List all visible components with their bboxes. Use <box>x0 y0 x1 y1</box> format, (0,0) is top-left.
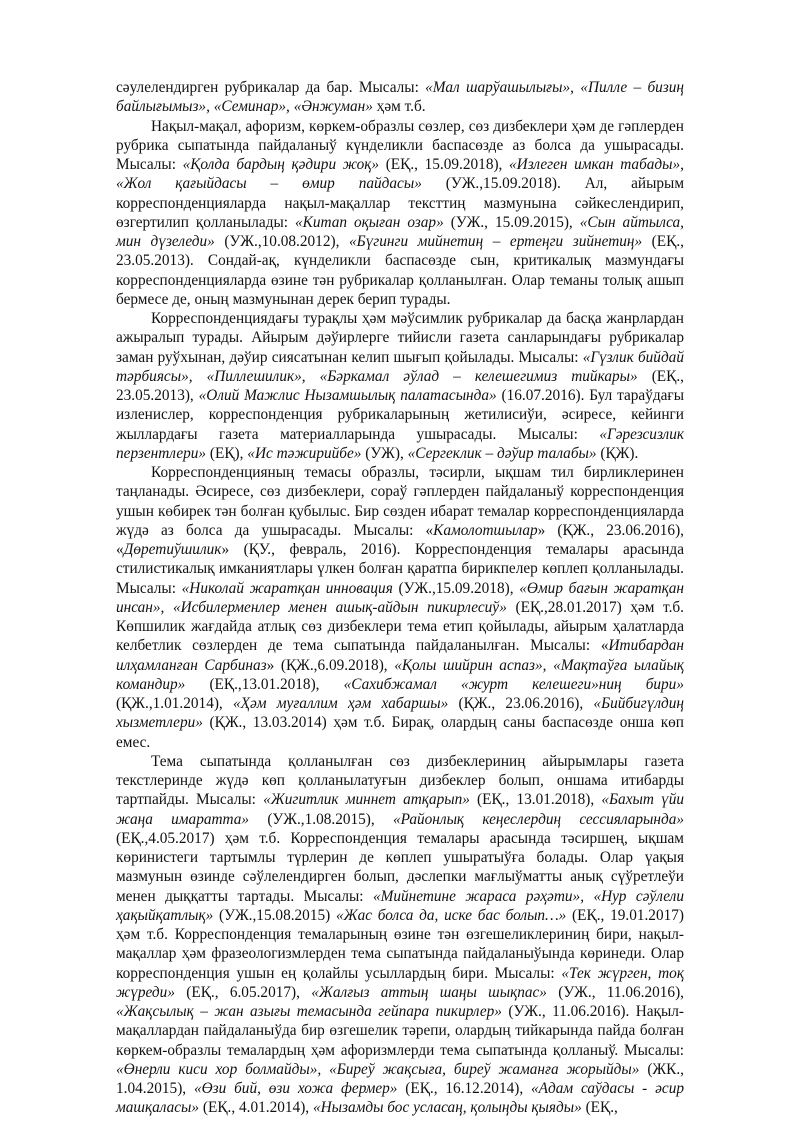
text-run: (ЕҚ., 19.01.2017) ҳәм т.б. Корреспонденция темаларының өзине тән өзгешеликлериниң бири, нақыл-мақаллар ҳәм фразеологизмлерден тема сыпатында пайдаланыўында көринеди. Олар корреспонденция ушын ең қолайлы усыллардың бири. Мысалы: <box>116 906 684 982</box>
text-run: (ЕҚ), <box>206 444 248 462</box>
quoted-title: «Мал шарўашылығы», «Пилле – бизиң байлығымыз», «Семинар», «Әнжуман» <box>116 79 684 116</box>
quoted-title: «Өзи бий, өзи хожа фермер» <box>193 1080 398 1097</box>
text-run: (ЕҚ., 4.01.2014), <box>199 1099 313 1117</box>
quoted-title: «Жақсылық – жан азығы темасында гейпара пикирлер» <box>116 1003 502 1020</box>
text-run: (ЕҚ., 23.05.2013). Сондай-ақ, күнделикли баспасөзде сын, критикалық мазмундағы корреспонденцияларда өзине тән рубрикалар қолланылған. Олар теманы толық ашып бермесе де, оның мазмунынан дерек берип турады. <box>116 233 684 308</box>
text-run: (УЖ), <box>361 444 408 462</box>
text-run: (УЖ.,15.09.2018), <box>392 579 520 597</box>
text-run: (ЕҚ., 15.09.2018), <box>379 156 510 173</box>
quoted-title: «Сахибжамал «журт келешеги»ниң бири» <box>343 675 684 693</box>
text-run: (УЖ.,15.08.2015) <box>213 906 336 924</box>
text-run: (ЕҚ., <box>581 1099 618 1117</box>
quoted-title: «Жас болса да, иске бас болып…» <box>335 906 567 924</box>
quoted-title: Камолотшылар <box>433 521 538 539</box>
quoted-title: «Николай жаратқан инновация <box>181 579 393 597</box>
text-run: (ЕҚ., 6.05.2017), <box>174 983 312 1001</box>
quoted-title: «Қолы шийрин аспаз», «Мақтаўға ылайық командир» <box>116 656 684 693</box>
text-run: Нақыл-мақал, афоризм, көркем-образлы сөзлер, сөз дизбеклери ҳәм де гәплерден рубрика сыпатында пайдаланыў күнделикли баспасөзде аз болса да ушырасады. Мысалы: <box>116 117 684 173</box>
paragraph-2 <box>116 117 684 310</box>
text-run: (ЕҚ.,13.01.2018), <box>185 675 344 693</box>
text-run: Корреспонденциядағы турақлы ҳәм мәўсимлик рубрикалар да басқа жанрлардан ажыралып турады. Айырым дәўирлерге тийисли газета санларындағы рубрикалар заман руўхынан, дәўир сиясатынан келип шығып қойылады. Мысалы: <box>116 310 684 366</box>
quoted-title: «Сын айтылса, мин дүзеледи» <box>116 213 684 250</box>
quoted-title: «Тек жүрген, тоқ жүреди» <box>116 964 684 1001</box>
text-run: (16.07.2016). Бул тараўдағы изленислер, корреспонденция рубрикаларының жетилисиўи, әсиресе, кейинги жыллардағы газета материалларында ушырасады. Мысалы: <box>116 387 684 443</box>
text-run: (ЕҚ., 16.12.2014), <box>397 1080 531 1097</box>
text-run: (ЕҚ., 23.05.2013), <box>116 367 684 404</box>
text-run: (ҚЖ). <box>596 444 639 462</box>
text-run: (ҚЖ., 23.06.2016), <box>448 695 594 712</box>
quoted-title: «Өмир бағын жаратқан инсан», «Исбилерменлер менен ашық-айдын пикирлесиў» <box>116 579 685 616</box>
quoted-title: «Излеген имкан табады», «Жол қағыйдасы – өмир пайдасы» <box>116 156 684 193</box>
text-run: Корреспонденцияның темасы образлы, тәсирли, ықшам тил бирликлеринен таңланады. Әсиресе, сөз дизбеклери, сораў гәплерден пайдаланыў корреспонденция ушын көбирек тән болған қубылыс. Бир сөзден ибарат темалар корреспонденцияларда жүдә аз болса да ушырасады. Мысалы: « <box>116 464 684 539</box>
text-run: (ЕҚ.,28.01.2017) ҳәм т.б. Көпшилик жағдайда атлық сөз дизбеклери тема етип қойылады, айырым ҳалатларда келбетлик сөзлерден де тема сыпатында пайдаланылған. Мысалы: « <box>116 598 685 655</box>
quoted-title: «Мийнетине жараса рәҳәти», «Нур сәўлели ҳақыйқатлық» <box>116 887 684 924</box>
quoted-title: «Китап оқыған озар» <box>295 213 444 231</box>
quoted-title: «Олий Мажлис Нызамшылық палатасында» <box>198 387 497 404</box>
quoted-title: «Бүгинги мийнетиң – ертеңги зийнетиң» <box>348 233 643 250</box>
text-run: (УЖ.,1.08.2015), <box>249 810 393 828</box>
quoted-title: «Жалғыз аттың шаңы шықпас» <box>311 983 547 1001</box>
quoted-title: «Қолда бардың қәдири жоқ» <box>182 156 380 173</box>
text-run: (ЕҚ., 13.01.2018), <box>469 791 602 809</box>
quoted-title: «Сергеклик – дәўир талабы» <box>407 444 597 462</box>
quoted-title: «Районлық кеңеслердиң сессияларында» <box>392 810 684 828</box>
text-run: (УЖ., 11.06.2016). Нақыл-мақаллардан пайдаланыўда бир өзгешелик тәрепи, олардың тийкарында пайда болған көркем-образлы темалардың ҳәм афоризмлерди тема сыпатында қолланыў. Мысалы: <box>116 1003 684 1059</box>
quoted-title: «Өнерли киси хор болмайды», «Биреў жақсыға, биреў жаманға жорыйды» <box>116 1060 640 1078</box>
paragraph-3 <box>116 309 684 463</box>
text-run: (УЖ.,10.08.2012), <box>214 233 349 250</box>
quoted-title: «Бахыт үйи жаңа имаратта» <box>116 791 684 828</box>
quoted-title: «Гәрезсизлик перзентлери» <box>116 425 684 462</box>
paragraph-1 <box>116 78 684 117</box>
quoted-title: «Бийбигүлдиң хызметлери» <box>116 695 684 732</box>
document-page <box>116 78 684 1118</box>
text-run: сәулелендирген рубрикалар да бар. Мысалы: <box>116 79 426 96</box>
quoted-title: «Ҳәм муғаллим ҳәм хабаршы» <box>233 695 449 712</box>
quoted-title: «Нызамды бос усласаң, қолыңды қыяды» <box>312 1099 582 1117</box>
quoted-title: «Гүзлик бийдай тәрбиясы», «Пиллешилик», «Бәркамал әўлад – келешегимиз тийкары» <box>116 348 684 385</box>
text-run: (УЖ., 11.06.2016), <box>546 983 684 1001</box>
text-run: » (ҚЖ., 23.06.2016), « <box>116 521 684 558</box>
text-run: (ЖК., 1.04.2015), <box>116 1060 684 1097</box>
text-run: (ҚЖ.,1.01.2014), <box>116 695 233 712</box>
text-run: » (ҚУ., февраль, 2016). Корреспонденция темалары арасында стилистикалық имканиятлары үлкен болған қаратпа бирикпелер көплеп қолланылады. Мысалы: <box>116 541 684 597</box>
text-run: (УЖ.,15.09.2018). Ал, айырым корреспонденцияларда нақыл-мақаллар тексттиң мазмунына сәйкеслендирип, өзгертилип қолланылады: <box>116 175 684 231</box>
quoted-title: «Ис тәжирийбе» <box>247 444 362 462</box>
quoted-title: Дөретиўшилик <box>123 541 222 558</box>
text-run: Тема сыпатында қолланылған сөз дизбеклериниң айырымлары газета текстлеринде жүдә көп қолланылатуғын дизбеклер болып, оншама итибарды тартпайды. Мысалы: <box>116 752 684 809</box>
paragraph-4 <box>116 463 684 752</box>
paragraph-5 <box>116 752 684 1118</box>
text-run: » (ҚЖ.,6.09.2018), <box>266 656 395 674</box>
text-run: ҳәм т.б. <box>372 98 426 116</box>
quoted-title: «Жигитлик миннет атқарып» <box>263 791 470 809</box>
text-run: (ЕҚ.,4.05.2017) ҳәм т.б. Корреспонденция темалары арасында тәсиршең, ықшам көринистеги тартымлы түрлерин де көплеп ушыратыўға болады. Олар үақыя мазмунын өзинде сәўлелендирген болып, дәслепки мағлыўматты анық сүўретлеўи менен дыққатты тартады. Мысалы: <box>116 829 684 905</box>
quoted-title: Итибардан илҳамланған Сарбиназ <box>116 637 684 674</box>
quoted-title: «Адам саўдасы - әсир машқаласы» <box>116 1080 684 1117</box>
text-run: (УЖ., 15.09.2015), <box>443 213 580 231</box>
text-run: (ҚЖ., 13.03.2014) ҳәм т.б. Бирақ, олардың саны баспасөзде онша көп емес. <box>116 714 684 751</box>
